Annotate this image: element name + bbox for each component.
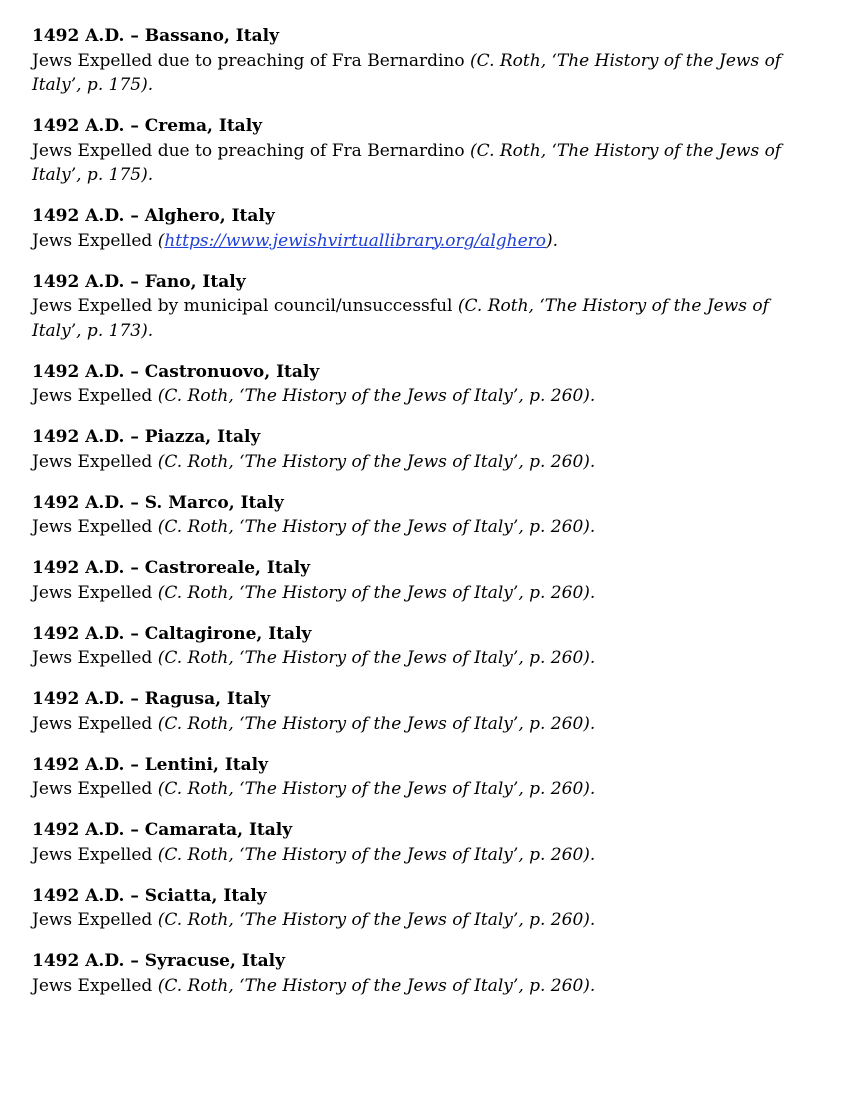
entry-text: Jews Expelled bbox=[32, 713, 153, 734]
citation-open-paren: ( bbox=[157, 230, 165, 251]
entry-body bbox=[32, 139, 812, 188]
entry-citation: (C. Roth, ‘The History of the Jews of Italy’, p. 260). bbox=[157, 779, 596, 799]
entry-text: Jews Expelled bbox=[32, 517, 153, 537]
entry-citation: (C. Roth, ‘The History of the Jews of Italy’, p. 260). bbox=[157, 582, 596, 603]
entry-body bbox=[32, 712, 812, 737]
entry-ragusa bbox=[32, 687, 812, 736]
entry-heading: 1492 A.D. – Caltagirone, Italy bbox=[32, 623, 312, 644]
entry-citation: (C. Roth, ‘The History of the Jews of Italy’, p. 260). bbox=[157, 910, 596, 930]
entry-s-marco bbox=[32, 491, 812, 540]
entry-body bbox=[32, 229, 812, 254]
entry-castroreale bbox=[32, 556, 812, 605]
entry-heading: 1492 A.D. – Lentini, Italy bbox=[32, 754, 268, 775]
entry-text: Jews Expelled bbox=[32, 451, 153, 472]
entry-heading: 1492 A.D. – Alghero, Italy bbox=[32, 206, 275, 226]
entry-heading: 1492 A.D. – Fano, Italy bbox=[32, 271, 246, 292]
entry-text: Jews Expelled by municipal council/unsuccessful bbox=[32, 296, 453, 316]
entry-sciatta bbox=[32, 884, 812, 933]
entry-bassano bbox=[32, 24, 812, 98]
entry-citation: (C. Roth, ‘The History of the Jews of Italy’, p. 260). bbox=[157, 648, 596, 668]
entry-citation: (C. Roth, ‘The History of the Jews of Italy’, p. 260). bbox=[157, 844, 596, 865]
entry-text: Jews Expelled bbox=[32, 844, 153, 865]
entry-citation: (C. Roth, ‘The History of the Jews of Italy’, p. 173). bbox=[32, 296, 769, 341]
entry-citation: (C. Roth, ‘The History of the Jews of Italy’, p. 175). bbox=[32, 50, 782, 95]
entry-heading: 1492 A.D. – Sciatta, Italy bbox=[32, 885, 267, 906]
entry-body bbox=[32, 515, 812, 540]
entry-crema bbox=[32, 114, 812, 188]
entry-lentini bbox=[32, 753, 812, 802]
entry-citation: (C. Roth, ‘The History of the Jews of Italy’, p. 260). bbox=[157, 386, 596, 406]
entry-citation: (C. Roth, ‘The History of the Jews of Italy’, p. 260). bbox=[157, 451, 596, 472]
entry-body bbox=[32, 777, 812, 802]
entry-body bbox=[32, 49, 812, 98]
entry-body bbox=[32, 843, 812, 868]
source-link[interactable]: https://www.jewishvirtuallibrary.org/alghero bbox=[164, 230, 547, 251]
entry-text: Jews Expelled bbox=[32, 910, 153, 930]
entry-citation: (C. Roth, ‘The History of the Jews of Italy’, p. 175). bbox=[32, 140, 782, 185]
entry-heading: 1492 A.D. – Ragusa, Italy bbox=[32, 689, 271, 709]
entry-fano bbox=[32, 270, 812, 344]
entry-text: Jews Expelled bbox=[32, 779, 153, 799]
entry-body bbox=[32, 581, 812, 606]
entry-text: Jews Expelled bbox=[32, 975, 153, 996]
entry-heading: 1492 A.D. – Piazza, Italy bbox=[32, 427, 261, 447]
entry-caltagirone bbox=[32, 622, 812, 671]
entry-text: Jews Expelled due to preaching of Fra Bernardino bbox=[32, 140, 465, 161]
entry-heading: 1492 A.D. – S. Marco, Italy bbox=[32, 492, 284, 513]
entry-body bbox=[32, 974, 812, 999]
entry-text: Jews Expelled bbox=[32, 386, 153, 406]
entry-text: Jews Expelled bbox=[32, 648, 153, 668]
entry-alghero bbox=[32, 204, 812, 253]
entry-body bbox=[32, 450, 812, 475]
entry-citation: (C. Roth, ‘The History of the Jews of Italy’, p. 260). bbox=[157, 713, 596, 734]
entry-camarata bbox=[32, 818, 812, 867]
entry-castronuovo bbox=[32, 360, 812, 409]
entry-text: Jews Expelled bbox=[32, 582, 153, 603]
entry-citation bbox=[158, 231, 558, 251]
entry-body bbox=[32, 646, 812, 671]
entry-text: Jews Expelled bbox=[32, 230, 153, 251]
entry-heading: 1492 A.D. – Syracuse, Italy bbox=[32, 951, 285, 971]
entry-body bbox=[32, 294, 812, 343]
entry-syracuse bbox=[32, 949, 812, 998]
entry-heading: 1492 A.D. – Castroreale, Italy bbox=[32, 558, 311, 578]
entry-text: Jews Expelled due to preaching of Fra Bernardino bbox=[32, 50, 465, 71]
entry-heading: 1492 A.D. – Bassano, Italy bbox=[32, 26, 279, 46]
entry-body bbox=[32, 384, 812, 409]
entry-heading: 1492 A.D. – Castronuovo, Italy bbox=[32, 361, 320, 382]
entry-piazza bbox=[32, 425, 812, 474]
entry-heading: 1492 A.D. – Camarata, Italy bbox=[32, 820, 293, 840]
entry-citation: (C. Roth, ‘The History of the Jews of Italy’, p. 260). bbox=[157, 975, 596, 996]
entry-citation: (C. Roth, ‘The History of the Jews of Italy’, p. 260). bbox=[157, 517, 596, 537]
entry-body bbox=[32, 908, 812, 933]
entry-heading: 1492 A.D. – Crema, Italy bbox=[32, 116, 263, 136]
citation-close-paren: ). bbox=[546, 230, 559, 251]
